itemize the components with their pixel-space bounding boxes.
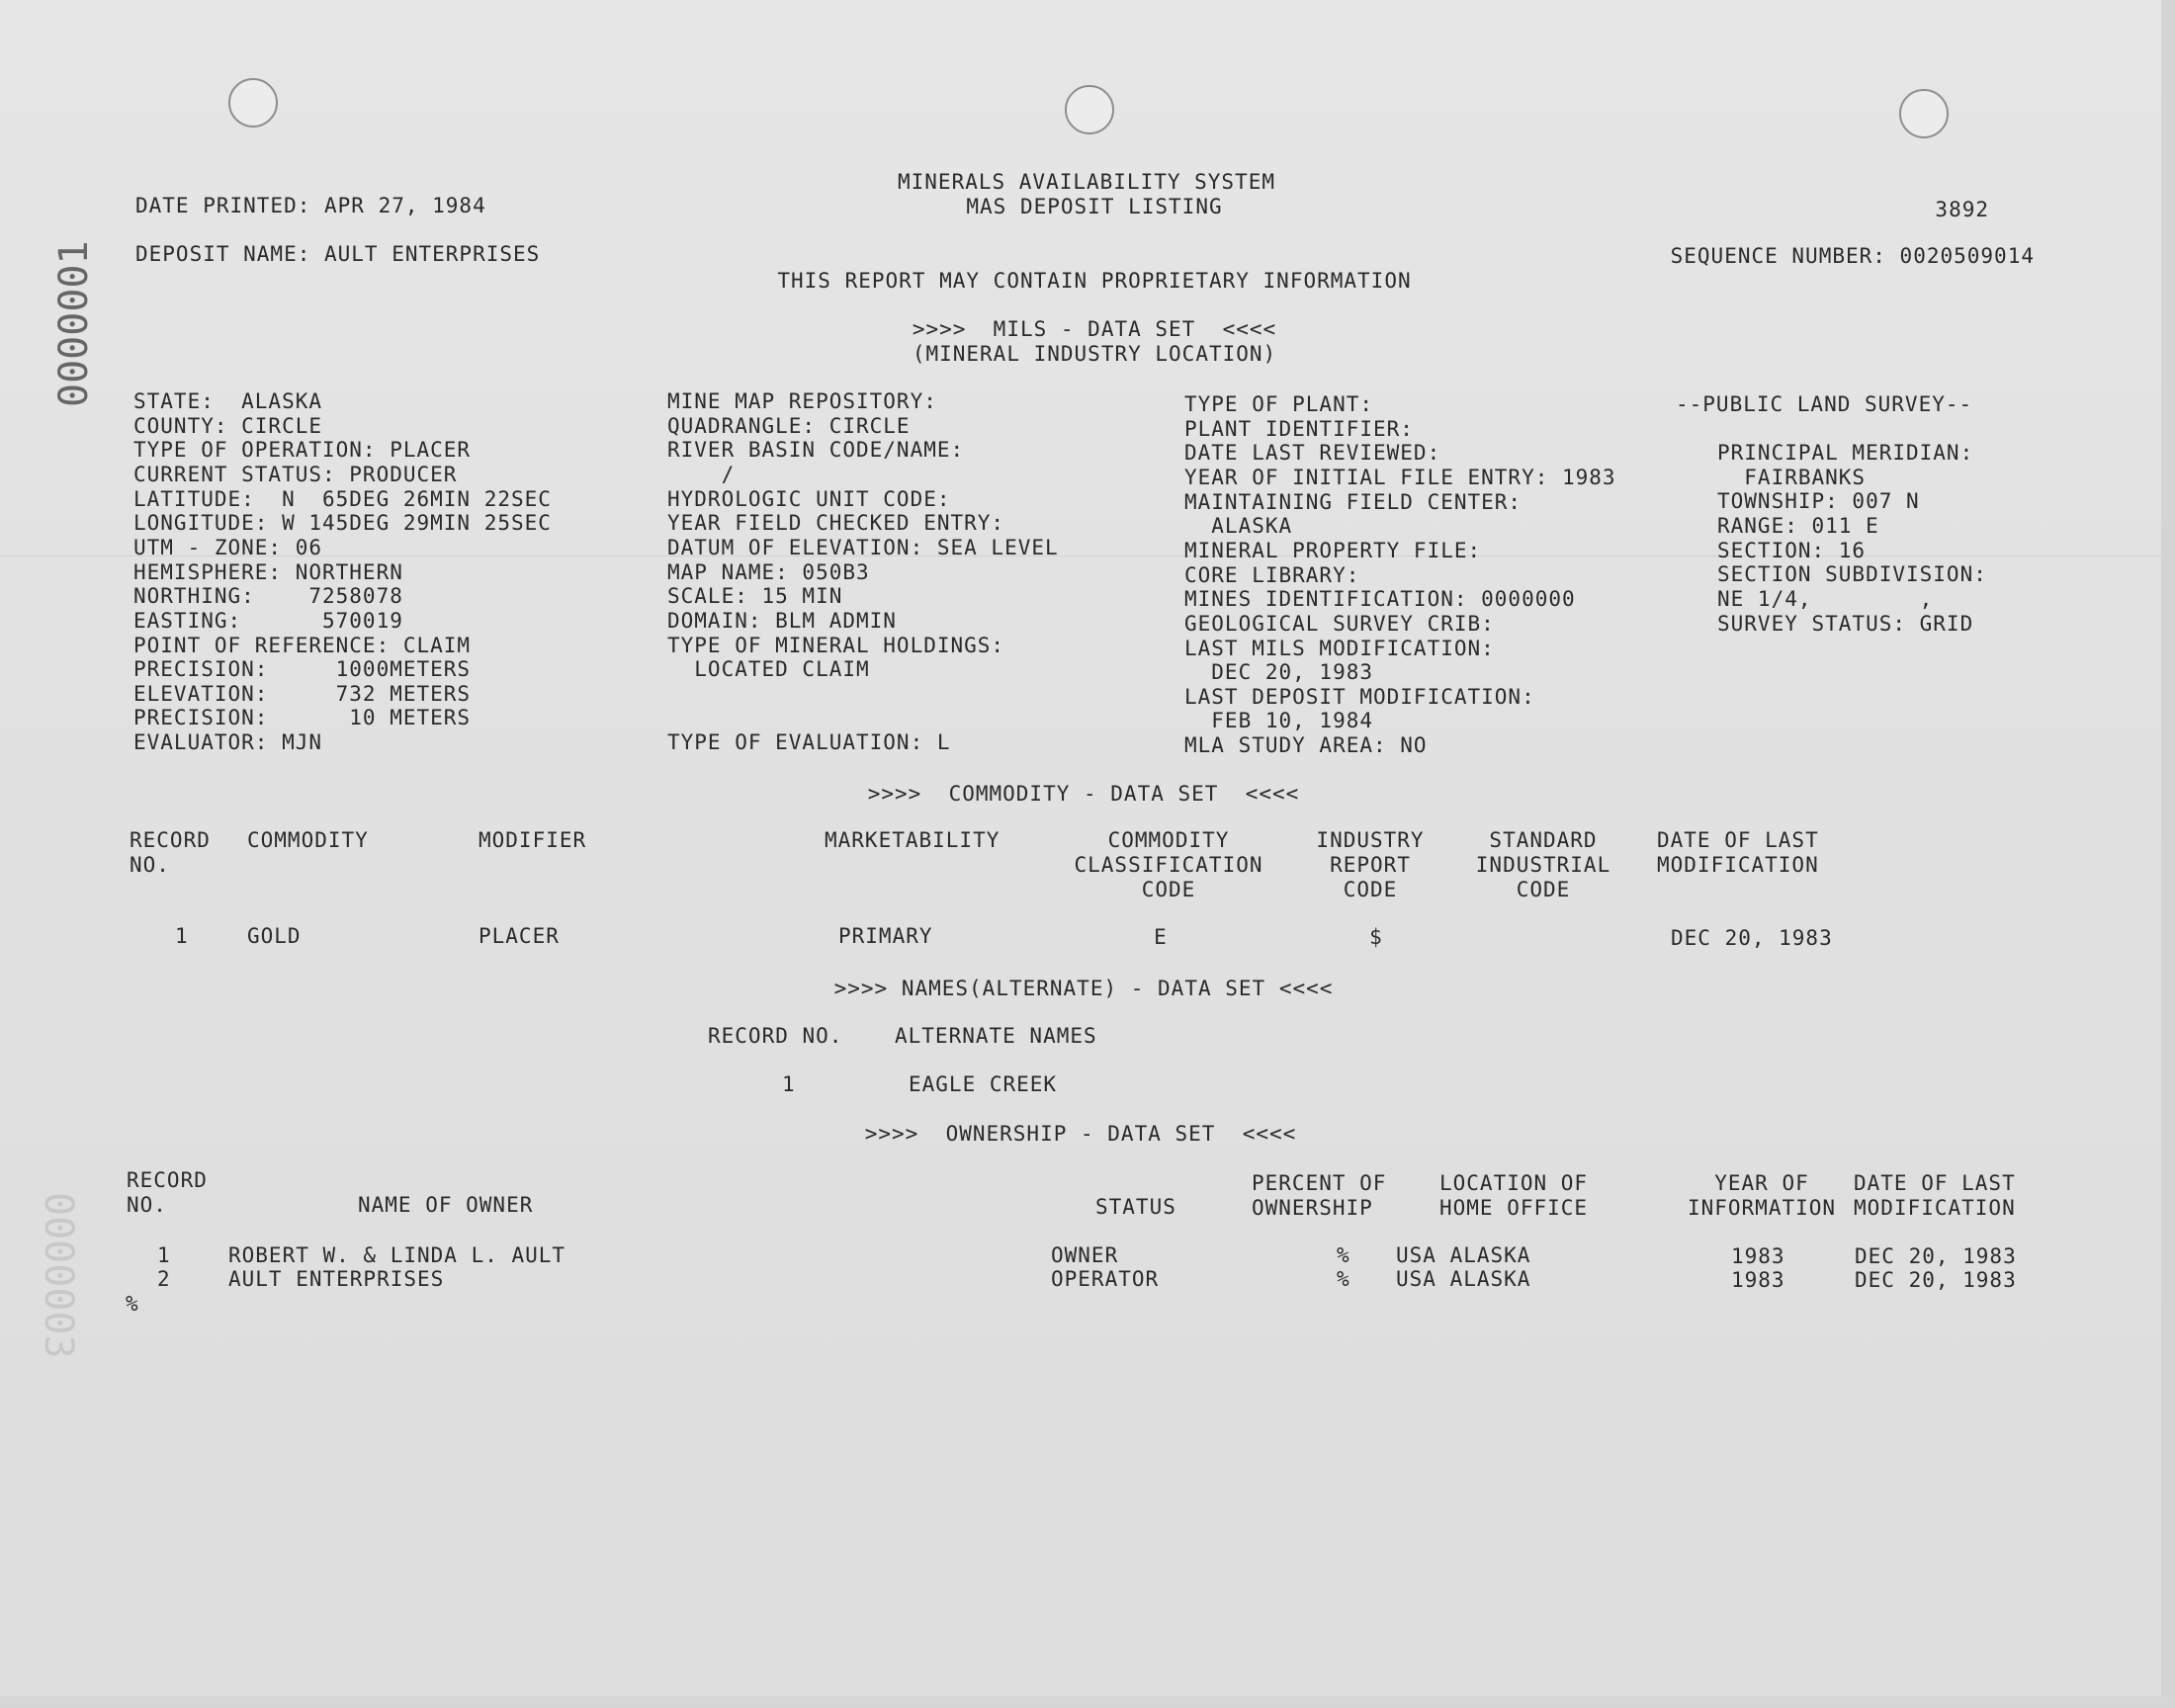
cell-percent: %	[1337, 1243, 1350, 1267]
cell-owner: ROBERT W. & LINDA L. AULT	[228, 1243, 566, 1267]
cell-classification-code: E	[1154, 925, 1168, 949]
page-number: 3892	[1935, 198, 1989, 221]
mils-field-line: TYPE OF PLANT:	[1184, 392, 1374, 416]
cell-last-modification: DEC 20, 1983	[1671, 926, 1833, 950]
mils-field-line: NORTHING: 7258078	[133, 584, 403, 609]
mils-field-line: HEMISPHERE: NORTHERN	[133, 559, 403, 584]
col-header-last-modification: DATE OF LAST MODIFICATION	[1854, 1171, 2016, 1220]
cell-owner: AULT ENTERPRISES	[228, 1267, 445, 1291]
proprietary-notice: THIS REPORT MAY CONTAIN PROPRIETARY INFORMATION	[777, 269, 1412, 293]
mils-field-line: SCALE: 15 MIN	[667, 584, 843, 609]
col-header-sic-code: STANDARD INDUSTRIAL CODE	[1475, 828, 1611, 901]
mils-field-line: DATUM OF ELEVATION: SEA LEVEL	[667, 535, 1059, 559]
mils-heading: >>>> MILS - DATA SET <<<<	[912, 317, 1277, 341]
col-header-commodity: COMMODITY	[247, 828, 369, 852]
col-header-percent: PERCENT OF OWNERSHIP	[1252, 1171, 1387, 1220]
cell-location: USA ALASKA	[1396, 1267, 1531, 1291]
mils-field-line: MLA STUDY AREA: NO	[1184, 733, 1428, 758]
mils-field-line: COUNTY: CIRCLE	[133, 413, 323, 438]
edge-number-bottom: 0000003	[36, 1192, 81, 1359]
col-header-modifier: MODIFIER	[478, 828, 587, 852]
cell-status: OPERATOR	[1051, 1267, 1160, 1291]
land-survey-line: NE 1/4, ,	[1717, 586, 1934, 611]
cell-last-modification: DEC 20, 1983	[1855, 1244, 2017, 1268]
mils-field-line: POINT OF REFERENCE: CLAIM	[133, 633, 472, 657]
public-land-survey-title: --PUBLIC LAND SURVEY--	[1676, 392, 1973, 416]
mils-field-line: LATITUDE: N 65DEG 26MIN 22SEC	[133, 486, 552, 511]
listing-title: MAS DEPOSIT LISTING	[966, 195, 1223, 218]
page-edge	[2161, 0, 2175, 1708]
land-survey-line: SECTION SUBDIVISION:	[1717, 562, 1987, 587]
land-survey-line: SECTION: 16	[1717, 538, 1867, 562]
cell-record: 1	[175, 924, 189, 948]
ownership-heading: >>>> OWNERSHIP - DATA SET <<<<	[864, 1122, 1297, 1146]
punch-hole	[228, 78, 278, 128]
col-header-status: STATUS	[1095, 1195, 1176, 1219]
cell-record: 2	[157, 1267, 171, 1291]
punch-hole	[1899, 89, 1949, 138]
mils-field-line: DATE LAST REVIEWED:	[1184, 441, 1441, 466]
col-header-last-modification: DATE OF LAST MODIFICATION	[1657, 828, 1819, 877]
cell-last-modification: DEC 20, 1983	[1855, 1268, 2017, 1292]
cell-alternate-name: EAGLE CREEK	[909, 1072, 1058, 1096]
mils-field-line: LOCATED CLAIM	[667, 657, 870, 682]
col-header-marketability: MARKETABILITY	[825, 828, 1000, 852]
edge-number-top: 0000001	[51, 240, 97, 407]
mils-field-line: STATE: ALASKA	[133, 389, 323, 413]
col-header-record-no: RECORD NO.	[708, 1024, 843, 1048]
mils-field-line: UTM - ZONE: 06	[133, 535, 323, 559]
cell-marketability: PRIMARY	[838, 924, 933, 948]
mils-field-line: QUADRANGLE: CIRCLE	[667, 413, 911, 438]
mils-field-line: MAP NAME: 050B3	[667, 559, 870, 584]
cell-percent: %	[1337, 1267, 1350, 1291]
mils-field-line: YEAR OF INITIAL FILE ENTRY: 1983	[1184, 465, 1616, 489]
mils-field-line: LAST DEPOSIT MODIFICATION:	[1184, 684, 1535, 709]
punch-hole	[1065, 85, 1114, 134]
mils-field-line: TYPE OF OPERATION: PLACER	[133, 438, 472, 463]
mils-field-line: PRECISION: 10 METERS	[133, 706, 472, 730]
mils-field-line: MINE MAP REPOSITORY:	[667, 389, 937, 413]
land-survey-line: RANGE: 011 E	[1717, 513, 1879, 538]
cell-record: 1	[157, 1243, 171, 1267]
mils-field-line: YEAR FIELD CHECKED ENTRY:	[667, 511, 1005, 536]
col-header-location: LOCATION OF HOME OFFICE	[1439, 1171, 1589, 1220]
mils-field-line: CORE LIBRARY:	[1184, 562, 1360, 587]
land-survey-line: SURVEY STATUS: GRID	[1717, 611, 1974, 636]
mils-field-line: RIVER BASIN CODE/NAME:	[667, 438, 965, 463]
mils-subheading: (MINERAL INDUSTRY LOCATION)	[912, 342, 1277, 366]
deposit-name: DEPOSIT NAME: AULT ENTERPRISES	[135, 242, 541, 266]
land-survey-line: TOWNSHIP: 007 N	[1717, 489, 1920, 514]
col-header-record: RECORD NO.	[127, 1168, 208, 1217]
mils-field-line: DOMAIN: BLM ADMIN	[667, 608, 897, 633]
mils-field-line: MINES IDENTIFICATION: 0000000	[1184, 587, 1576, 612]
mils-field-line: TYPE OF EVALUATION: L	[667, 730, 951, 755]
mils-field-line: MAINTAINING FIELD CENTER:	[1184, 489, 1522, 514]
mils-field-line: CURRENT STATUS: PRODUCER	[133, 462, 458, 486]
mils-field-line: LONGITUDE: W 145DEG 29MIN 25SEC	[133, 511, 552, 536]
cell-commodity: GOLD	[247, 924, 302, 948]
mils-field-line: FEB 10, 1984	[1184, 709, 1374, 733]
cell-location: USA ALASKA	[1396, 1243, 1531, 1267]
mils-field-line: EASTING: 570019	[133, 608, 403, 633]
page-edge-bottom	[0, 1696, 2175, 1708]
names-heading: >>>> NAMES(ALTERNATE) - DATA SET <<<<	[833, 977, 1334, 1000]
cell-report-code: $	[1369, 925, 1383, 949]
col-header-year: YEAR OF INFORMATION	[1687, 1171, 1837, 1220]
mils-field-line: MINERAL PROPERTY FILE:	[1184, 538, 1482, 562]
mils-field-line: PLANT IDENTIFIER:	[1184, 416, 1414, 441]
cell-year: 1983	[1731, 1244, 1785, 1268]
mils-field-line: DEC 20, 1983	[1184, 660, 1374, 685]
ownership-footnote: %	[126, 1292, 139, 1316]
mils-field-line: GEOLOGICAL SURVEY CRIB:	[1184, 611, 1495, 636]
land-survey-line: PRINCIPAL MERIDIAN:	[1717, 441, 1974, 465]
mils-field-line: /	[667, 462, 736, 486]
cell-status: OWNER	[1051, 1243, 1119, 1267]
cell-modifier: PLACER	[478, 924, 560, 948]
commodity-heading: >>>> COMMODITY - DATA SET <<<<	[867, 782, 1300, 806]
col-header-classification-code: COMMODITY CLASSIFICATION CODE	[1074, 828, 1263, 901]
mils-field-line: PRECISION: 1000METERS	[133, 657, 472, 682]
land-survey-line: FAIRBANKS	[1717, 465, 1867, 489]
col-header-report-code: INDUSTRY REPORT CODE	[1316, 828, 1425, 901]
system-title: MINERALS AVAILABILITY SYSTEM	[897, 170, 1276, 194]
mils-field-line: LAST MILS MODIFICATION:	[1184, 636, 1495, 660]
col-header-owner: NAME OF OWNER	[358, 1193, 534, 1217]
cell-record: 1	[782, 1072, 796, 1096]
col-header-record: RECORD NO.	[130, 828, 211, 877]
col-header-alternate-names: ALTERNATE NAMES	[895, 1024, 1097, 1048]
mils-field-line: TYPE OF MINERAL HOLDINGS:	[667, 633, 1005, 657]
sequence-number: SEQUENCE NUMBER: 0020509014	[1670, 244, 2035, 268]
mils-field-line: EVALUATOR: MJN	[133, 730, 323, 755]
mils-field-line: HYDROLOGIC UNIT CODE:	[667, 486, 951, 511]
mils-field-line: ALASKA	[1184, 514, 1293, 539]
mils-field-line: ELEVATION: 732 METERS	[133, 681, 472, 706]
date-printed: DATE PRINTED: APR 27, 1984	[135, 194, 486, 217]
cell-year: 1983	[1731, 1268, 1785, 1292]
